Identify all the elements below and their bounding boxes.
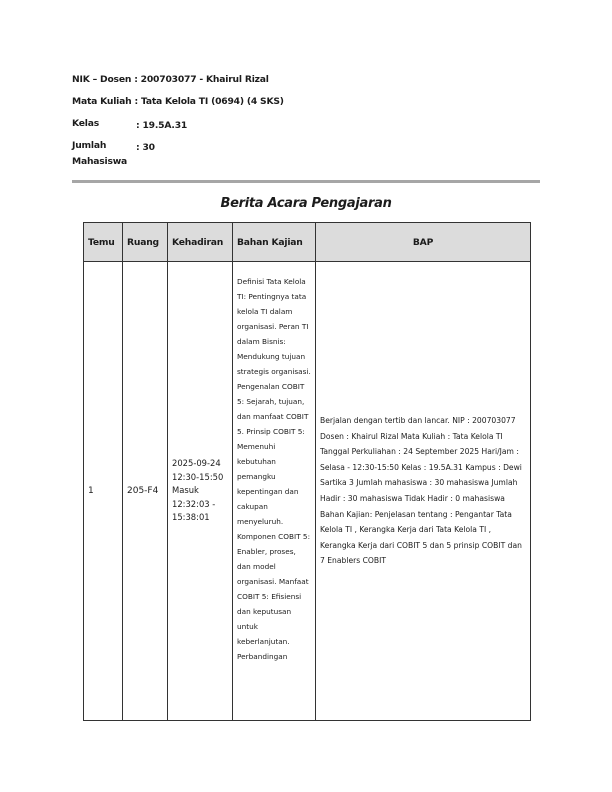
header-divider — [72, 180, 540, 183]
jumlah-mahasiswa-value: : 30 — [136, 142, 155, 153]
column-header-kehadiran: Kehadiran — [168, 223, 233, 262]
cell-ruang: 205-F4 — [123, 262, 168, 721]
cell-bahan-kajian — [233, 262, 316, 721]
mata-kuliah-line: Mata Kuliah : Tata Kelola TI (0694) (4 SKS) — [72, 96, 284, 107]
page-title: Berita Acara Pengajaran — [220, 196, 392, 211]
kelas-value: : 19.5A.31 — [136, 120, 188, 131]
jumlah-mahasiswa-label: Jumlah Mahasiswa — [72, 140, 128, 167]
bahan-kajian-text: Definisi Tata Kelola TI: Pentingnya tata kelola TI dalam organisasi. Peran TI dalam Bisnis: Mendukung tujuan strategis organisasi. Pengenalan COBIT 5: Sejarah, tujuan, dan manfaat COBIT 5. Prinsip COBIT 5: Memenuhi kebutuhan pemangku kepentingan dan cakupan menyeluruh. Komponen COBIT 5: Enabler, proses, dan model organisasi. Manfaat COBIT 5: Efisiensi dan keputusan untuk keberlanjutan. Perbandingan — [237, 277, 311, 661]
column-header-temu: Temu — [84, 223, 123, 262]
cell-kehadiran: 2025-09-24 12:30-15:50 Masuk 12:32:03 - 15:38:01 — [168, 262, 233, 721]
nik-dosen-line: NIK – Dosen : 200703077 - Khairul Rizal — [72, 74, 269, 85]
cell-temu: 1 — [84, 262, 123, 721]
column-header-bap: BAP — [316, 223, 531, 262]
cell-bap: Berjalan dengan tertib dan lancar. NIP : 200703077 Dosen : Khairul Rizal Mata Kuliah : Tata Kelola TI Tanggal Perkuliahan : 24 September 2025 Hari/Jam : Selasa - 12:30-15:50 Kelas : 19.5A.31 Kampus : Dewi Sartika 3 Jumlah mahasiswa : 30 mahasiswa Jumlah Hadir : 30 mahasiswa Tidak Hadir : 0 mahasiswa Bahan Kajian: Penjelasan tentang : Pengantar Tata Kelola TI , Kerangka Kerja dari Tata Kelola TI , Kerangka Kerja dari COBIT 5 dan 5 prinsip COBIT dan 7 Enablers COBIT — [316, 262, 531, 721]
table-header-row — [84, 223, 531, 262]
column-header-bahan-kajian: Bahan Kajian — [233, 223, 316, 262]
bap-table — [83, 222, 531, 721]
column-header-ruang: Ruang — [123, 223, 168, 262]
kelas-label: Kelas — [72, 118, 100, 129]
table-row — [84, 262, 531, 721]
